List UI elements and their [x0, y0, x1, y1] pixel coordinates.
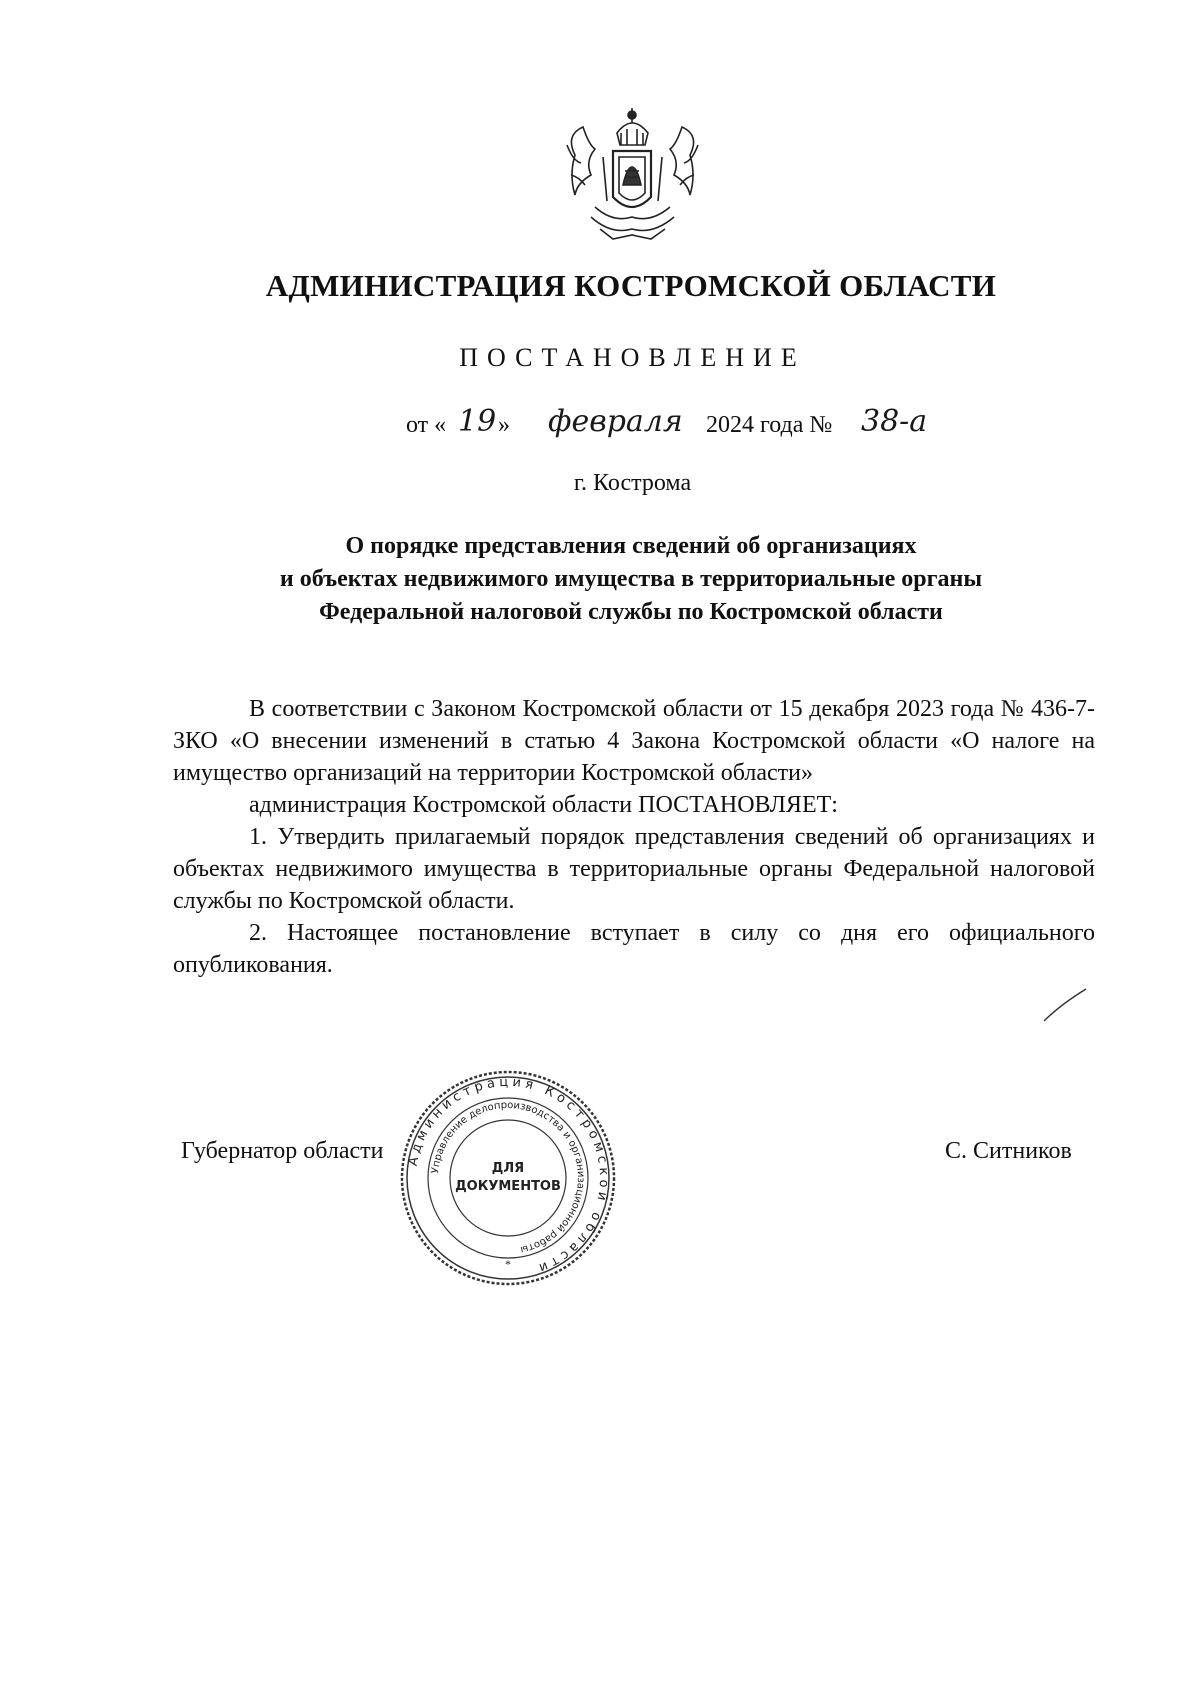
document-body — [173, 693, 1095, 981]
date-day: 19 — [458, 404, 497, 439]
document-number: 38-а — [861, 404, 928, 439]
seal-star-icon: * — [505, 1257, 511, 1271]
date-quote-close: » — [498, 412, 510, 438]
decree-line: администрация Костромской области ПОСТАНОВЛЯЕТ: — [249, 792, 838, 818]
organization-title: АДМИНИСТРАЦИЯ КОСТРОМСКОЙ ОБЛАСТИ — [265, 268, 997, 303]
pen-stroke-mark — [1040, 985, 1090, 1025]
document-type: ПОСТАНОВЛЕНИЕ — [459, 343, 806, 372]
seal-inner-text: Управление делопроизводства и организационной работы — [430, 1099, 587, 1255]
subject-line: О порядке представления сведений об организациях — [345, 533, 917, 559]
svg-text:Управление делопроизводства и — [430, 1100, 586, 1255]
subject-line: Федеральной налоговой службы по Костромской области — [319, 599, 943, 625]
document-subject — [0, 530, 1200, 629]
coat-of-arms-icon — [555, 105, 710, 250]
seal-center-line-1: ДЛЯ — [491, 1161, 525, 1176]
signatory-name: С. Ситников — [945, 1138, 1072, 1164]
decree-item-1: 1. Утвердить прилагаемый порядок представления сведений об организациях и объектах недвижимого имущества в территориальные органы Федеральной налоговой службы по Костромской области. — [173, 824, 1095, 914]
seal-outer-text: Администрация Костромской области — [405, 1074, 612, 1277]
preamble-paragraph: В соответствии с Законом Костромской области от 15 декабря 2023 года № 436-7-ЗКО «О внесении изменений в статью 4 Закона Костромской области «О налоге на имущество организаций на территории Костромской области» — [173, 696, 1095, 786]
decree-item-2: 2. Настоящее постановление вступает в силу со дня его официального опубликования. — [173, 920, 1095, 978]
date-prefix: от « — [406, 412, 447, 438]
seal-center-line-2: ДОКУМЕНТОВ — [455, 1179, 561, 1194]
subject-line: и объектах недвижимого имущества в территориальные органы — [279, 566, 983, 592]
date-year-number-label: 2024 года № — [706, 412, 833, 438]
city: г. Кострома — [573, 470, 692, 496]
date-number-line — [406, 404, 966, 444]
official-seal-icon — [398, 1068, 618, 1288]
date-month: февраля — [548, 404, 683, 439]
signatory-title: Губернатор области — [181, 1138, 384, 1164]
